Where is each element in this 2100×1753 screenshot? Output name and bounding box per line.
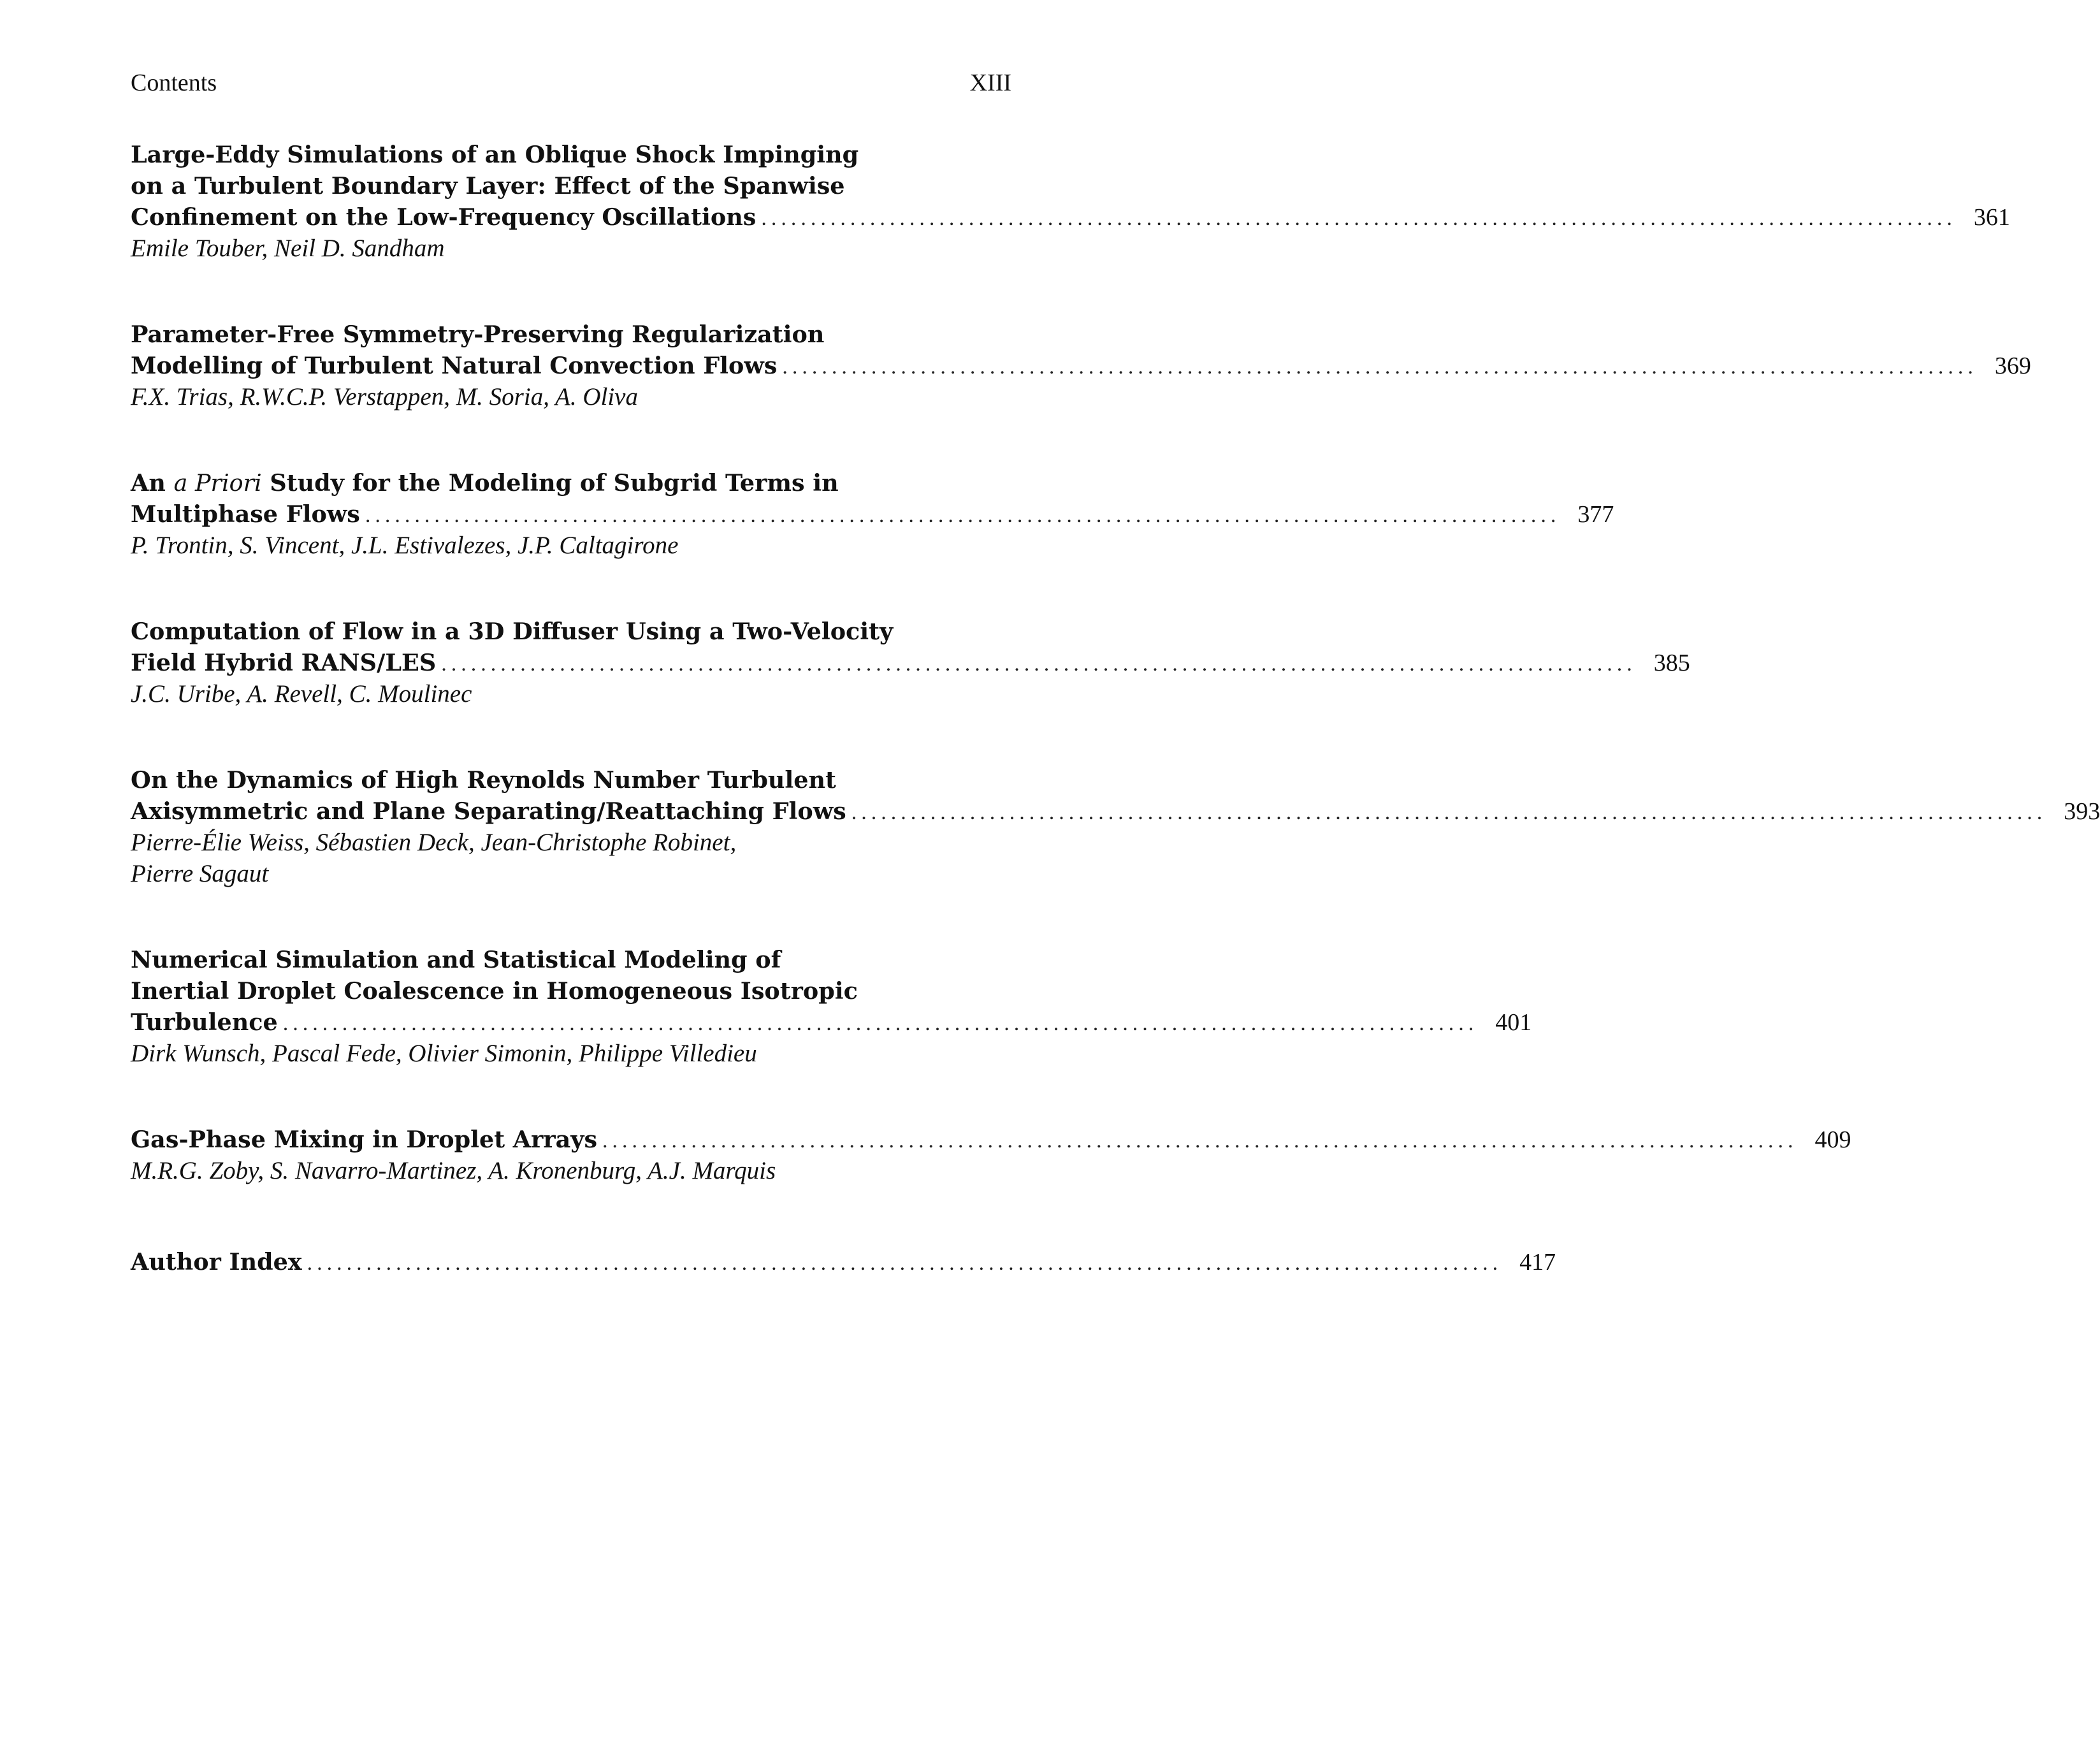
entry-authors: Pierre-Élie Weiss, Sébastien Deck, Jean-Christophe Robinet, [131, 829, 737, 856]
entry-title-line: Parameter-Free Symmetry-Preserving Regularization [131, 321, 825, 348]
entry-title-line-last [131, 1007, 1532, 1038]
entry-title-text: Gas-Phase Mixing in Droplet Arrays [131, 1126, 597, 1153]
entry-page-number: 377 [1577, 501, 1614, 528]
entry-title-line [131, 467, 1011, 498]
dot-leader: ......................................................................................................................... [441, 652, 1637, 676]
entry-title-text: Modelling of Turbulent Natural Convection Flows [131, 352, 778, 379]
entry-authors: P. Trontin, S. Vincent, J.L. Estivalezes, J.P. Caltagirone [131, 532, 679, 559]
entry-page-number: 369 [1994, 353, 2031, 379]
entry-title-line: On the Dynamics of High Reynolds Number Turbulent [131, 766, 836, 794]
dot-leader: ......................................................................................................................... [365, 504, 1561, 527]
entry-title-post: Study for the Modeling of Subgrid Terms in [261, 469, 839, 497]
entry-title-pre: An [131, 469, 174, 497]
entry-title-line: on a Turbulent Boundary Layer: Effect of the Spanwise [131, 172, 845, 200]
entry-authors: J.C. Uribe, A. Revell, C. Moulinec [131, 680, 472, 708]
entry-authors: Emile Touber, Neil D. Sandham [131, 235, 445, 262]
entry-title-line-last [131, 647, 1690, 678]
page-number: XIII [969, 69, 1011, 96]
entry-title-line-last [131, 1124, 1851, 1155]
entry-title-line-last [131, 796, 2100, 827]
toc-entry [131, 616, 1690, 709]
entry-page-number: 385 [1653, 650, 1690, 676]
entry-page-number: 393 [2064, 798, 2100, 825]
entry-title-line: Numerical Simulation and Statistical Modeling of [131, 946, 781, 973]
entry-authors: M.R.G. Zoby, S. Navarro-Martinez, A. Kronenburg, A.J. Marquis [131, 1157, 776, 1184]
toc-entry [131, 319, 2031, 412]
entry-title-line-last [131, 498, 1614, 530]
toc-entry [131, 764, 2100, 889]
entry-title-text: Field Hybrid RANS/LES [131, 649, 437, 676]
dot-leader: ......................................................................................................................... [761, 207, 1957, 230]
entry-title-text: Confinement on the Low-Frequency Oscillations [131, 203, 757, 231]
entry-title-line-last [131, 350, 2031, 381]
entry-page-number: 401 [1495, 1009, 1532, 1036]
dot-leader: ......................................................................................................................... [602, 1129, 1798, 1153]
entry-title-text: Multiphase Flows [131, 500, 360, 528]
entry-authors: F.X. Trias, R.W.C.P. Verstappen, M. Soria, A. Oliva [131, 383, 638, 411]
entry-page-number: 417 [1519, 1249, 1556, 1276]
entry-page-number: 409 [1814, 1126, 1851, 1153]
entry-title-line: Computation of Flow in a 3D Diffuser Using a Two-Velocity [131, 618, 894, 645]
dot-leader: ......................................................................................................................... [282, 1012, 1479, 1035]
entry-title-text: Turbulence [131, 1008, 278, 1036]
dot-leader: ......................................................................................................................... [782, 355, 1978, 379]
entry-title-line-last [131, 1246, 1556, 1277]
entry-title-italic: a Priori [173, 469, 262, 497]
entry-authors: Pierre Sagaut [131, 860, 269, 887]
toc-entry [131, 944, 1532, 1069]
toc-entry [131, 139, 2010, 264]
entry-authors: Dirk Wunsch, Pascal Fede, Olivier Simonin, Philippe Villedieu [131, 1040, 757, 1067]
entry-page-number: 361 [1973, 204, 2010, 231]
entry-title-text: Author Index [131, 1248, 302, 1276]
entry-title-line-last [131, 201, 2010, 233]
entry-title-line: Inertial Droplet Coalescence in Homogeneous Isotropic [131, 977, 858, 1005]
running-head [131, 69, 1011, 101]
toc-entry [131, 1124, 1851, 1186]
dot-leader: ......................................................................................................................... [851, 801, 2047, 824]
entry-title-line: Large-Eddy Simulations of an Oblique Shock Impinging [131, 141, 859, 168]
section-title: Contents [131, 69, 217, 96]
dot-leader: ......................................................................................................................... [307, 1251, 1503, 1275]
toc-entry [131, 467, 1614, 561]
entry-title-text: Axisymmetric and Plane Separating/Reattaching Flows [131, 797, 846, 825]
table-of-contents [131, 139, 2100, 1277]
toc-entry-author-index [131, 1246, 1556, 1277]
